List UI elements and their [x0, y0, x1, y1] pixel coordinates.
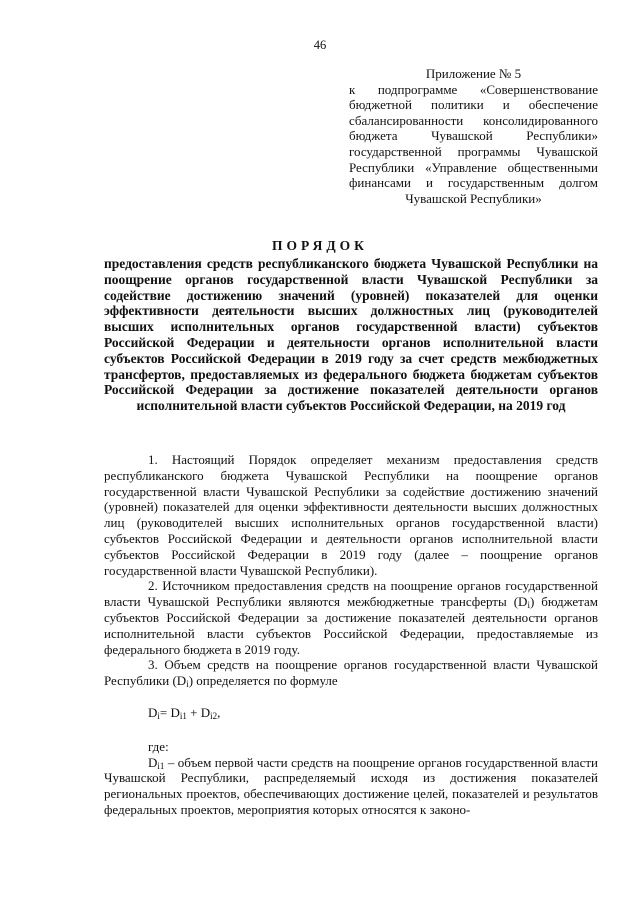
formula-comma: , — [217, 704, 221, 720]
document-heading: ПОРЯДОК — [272, 238, 368, 253]
formula-d2: D — [200, 704, 211, 720]
formula-sub-i1: i1 — [179, 710, 187, 721]
appendix-title: Приложение № 5 — [425, 66, 522, 81]
formula-d: D — [148, 704, 158, 720]
definition-subscript: i1 — [157, 760, 165, 771]
paragraph-2-subscript: i — [527, 600, 530, 611]
definition-text: – объем первой части средств на поощрение органов государственной власти Чувашской Республики, распределяемый исходя из достижения показателей региональных проектов, обеспечивающих достижение целей, показателей и результатов федеральных проектов, мероприятия которых относятся к законо- — [104, 754, 598, 817]
definition-d: D — [148, 754, 158, 770]
paragraph-3-text: 3. Объем средств на поощрение органов государственной власти Чувашской Республики (D — [104, 657, 598, 689]
paragraph-3-subscript: i — [186, 679, 189, 690]
formula-plus: + — [186, 704, 201, 720]
formula-equals: = — [159, 704, 171, 720]
appendix-block — [349, 66, 598, 206]
definition-di1 — [104, 755, 598, 818]
paragraph-3 — [104, 657, 598, 689]
page-number: 46 — [313, 38, 327, 52]
paragraph-3-text-end: ) определяется по формуле — [188, 673, 338, 689]
where-label: где: — [148, 738, 169, 754]
formula-sub-i2: i2 — [210, 710, 218, 721]
document-body — [104, 452, 598, 818]
formula — [148, 705, 598, 721]
paragraph-2-text-end: ) бюджетам субъектов Российской Федерации за достижение показателей деятельности органов исполнительной власти субъектов Российской Федерации, предоставляемые из федерального бюджета в 2019 году. — [104, 594, 598, 657]
paragraph-1: 1. Настоящий Порядок определяет механизм предоставления средств республиканского бюджета Чувашской Республики на поощрение органов государственной власти Чувашской Республики за содействие достижению значений (уровней) показателей для оценки эффективности деятельности высших должностных лиц (руководителей высших исполнительных органов государственной власти) субъектов Российской Федерации и деятельности органов исполнительной власти субъектов Российской Федерации в 2019 году (далее – поощрение органов государственной власти Чувашской Республики). — [104, 452, 598, 578]
appendix-text: к подпрограмме «Совершенствование бюджетной политики и обеспечение сбалансированности консолидированного бюджета Чувашской Республики» государственной программы Чувашской Республики «Управление общественными финансами и государственным долгом Чувашской Республики» — [349, 81, 598, 206]
document-subtitle: предоставления средств республиканского бюджета Чувашской Республики на поощрение органов государственной власти Чувашской Республики за содействие достижению значений (уровней) показателей для оценки эффективности деятельности высших должностных лиц (руководителей высших исполнительных органов государственной власти) субъектов Российской Федерации и деятельности органов исполнительной власти субъектов Российской Федерации в 2019 году за счет средств межбюджетных трансфертов, предоставляемых из федерального бюджета бюджетам субъектов Российской Федерации за достижение показателей деятельности органов исполнительной власти субъектов Российской Федерации, на 2019 год — [104, 256, 598, 414]
formula-d1: D — [170, 704, 180, 720]
paragraph-2-text: 2. Источником предоставления средств на поощрение органов государственной власти Чувашской Республики являются межбюджетные трансферты (D — [104, 578, 598, 610]
paragraph-2 — [104, 578, 598, 657]
formula-sub-i: i — [157, 710, 160, 721]
